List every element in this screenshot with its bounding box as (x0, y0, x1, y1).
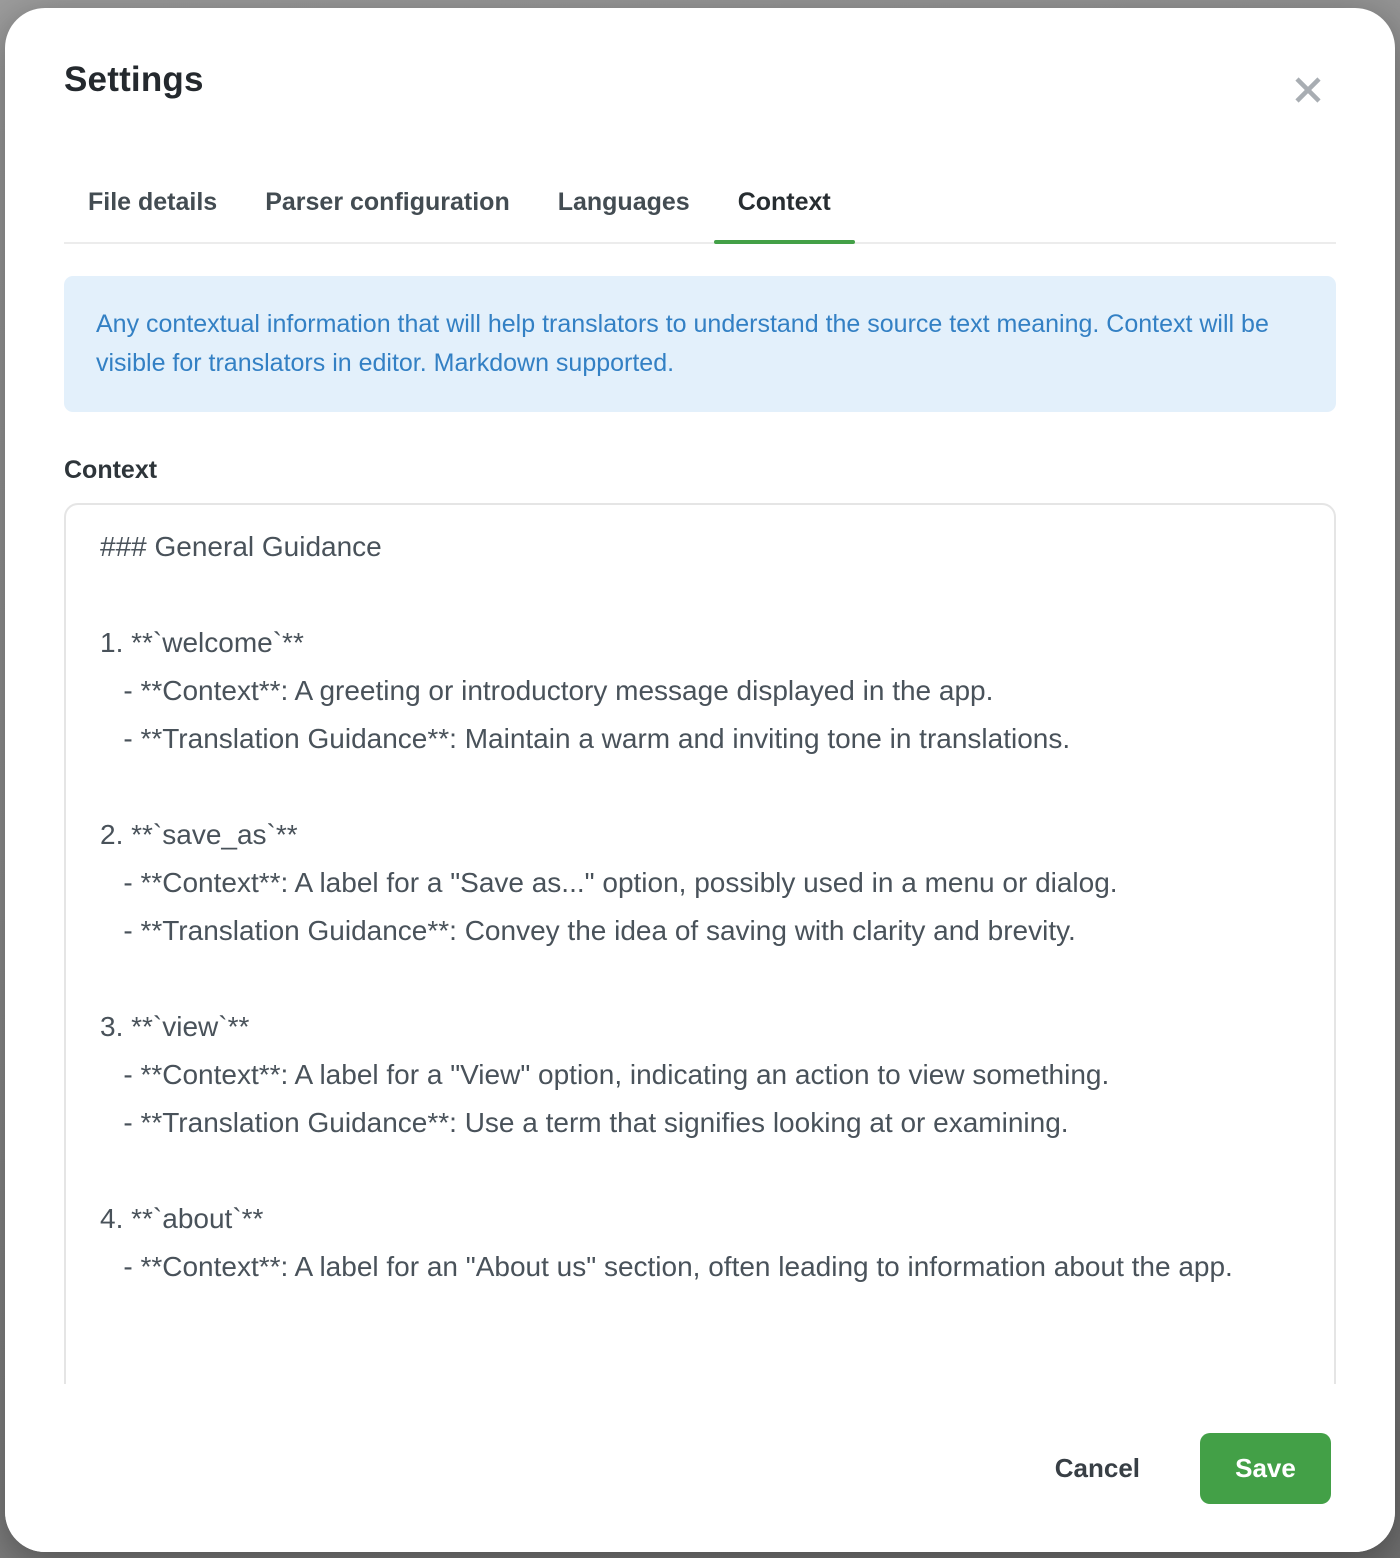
tab-parser-configuration[interactable]: Parser configuration (241, 188, 534, 242)
tab-file-details[interactable]: File details (64, 188, 241, 242)
info-banner: Any contextual information that will help translators to understand the source text meaning. Context will be visible for translators in editor. Markdown supported. (64, 276, 1336, 412)
modal-header (64, 60, 1336, 114)
modal-content (5, 8, 1395, 1552)
modal-title: Settings (64, 60, 204, 99)
tab-context[interactable]: Context (714, 188, 855, 242)
settings-modal (5, 8, 1395, 1552)
close-icon (1290, 96, 1326, 111)
save-button[interactable]: Save (1200, 1433, 1331, 1504)
context-textarea[interactable] (64, 503, 1336, 1513)
context-field-label: Context (64, 456, 158, 484)
tab-languages[interactable]: Languages (534, 188, 714, 242)
modal-footer (5, 1384, 1395, 1552)
cancel-button[interactable]: Cancel (1049, 1443, 1146, 1494)
tab-bar (64, 188, 1336, 244)
close-button[interactable] (1284, 66, 1332, 114)
